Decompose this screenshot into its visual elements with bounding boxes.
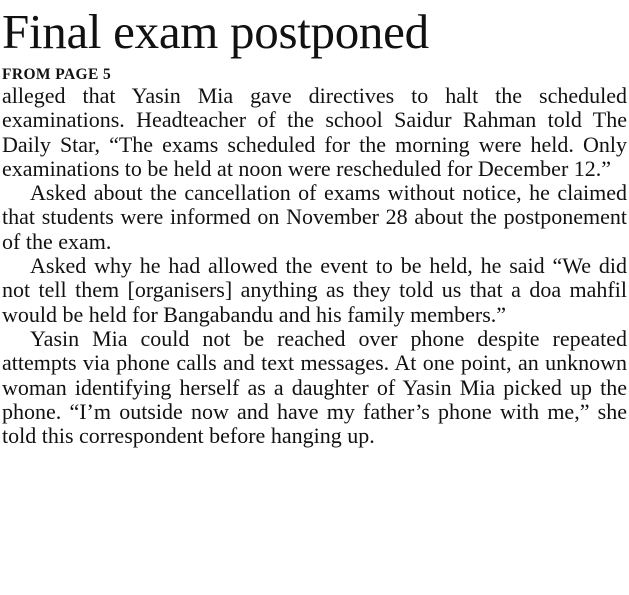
article-body [2, 84, 627, 448]
continued-from-label: FROM PAGE 5 [2, 66, 112, 83]
paragraph: alleged that Yasin Mia gave directives to halt the scheduled examinations. Headteacher of the school Saidur Rahman told The Daily Star, “The exams scheduled for the morning were held. Only examinations to be held at noon were rescheduled for December 12.” [2, 83, 627, 181]
paragraph: Yasin Mia could not be reached over phone despite repeated attempts via phone calls and text messages. At one point, an unknown woman identifying herself as a daughter of Yasin Mia picked up the phone. “I’m outside now and have my father’s phone with me,” she told this correspondent before hanging up. [2, 325, 627, 449]
paragraph: Asked about the cancellation of exams without notice, he claimed that students were informed on November 28 about the postponement of the exam. [2, 180, 627, 254]
paragraph: Asked why he had allowed the event to be held, he said “We did not tell them [organisers] anything as they told us that a doa mahfil would be held for Bangabandu and his family members.” [2, 253, 627, 327]
headline: Final exam postponed [2, 4, 429, 59]
